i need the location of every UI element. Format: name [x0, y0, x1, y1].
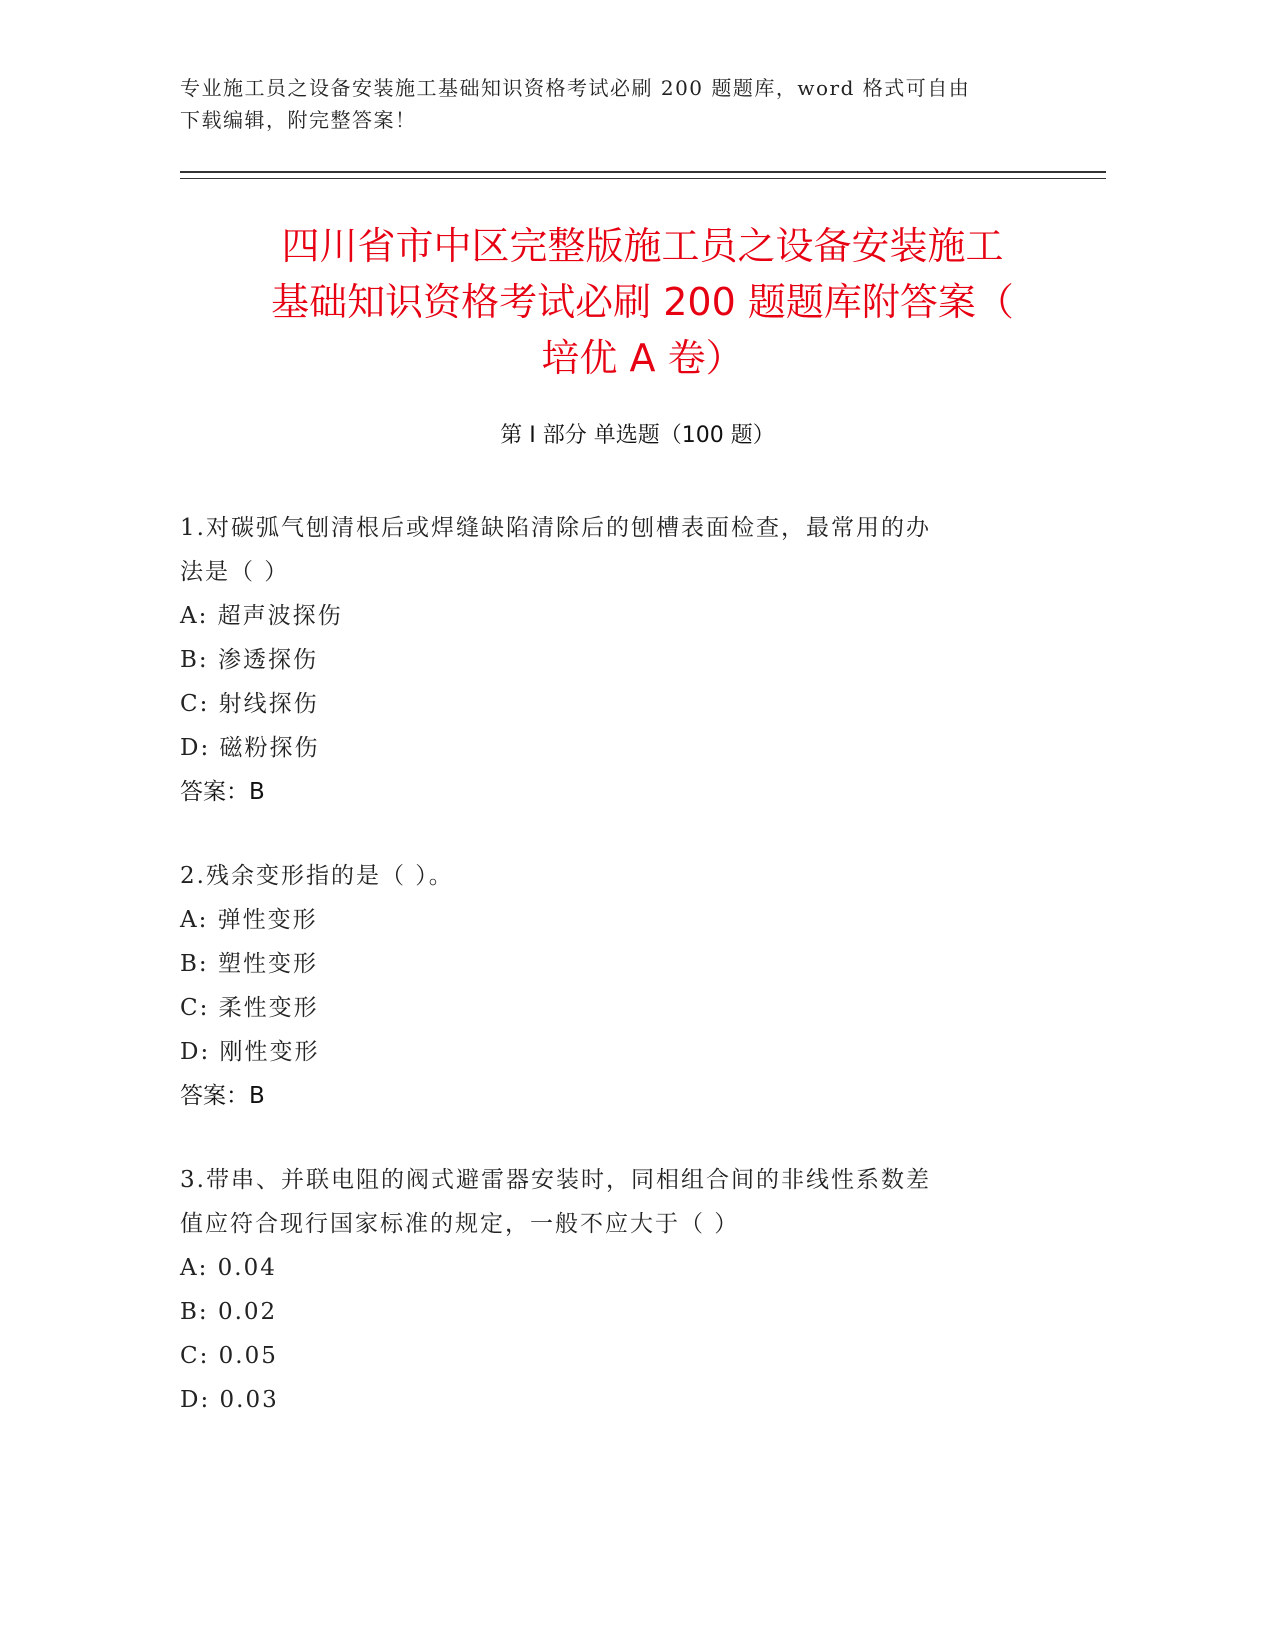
title-line-3: 培优 A 卷） — [541, 336, 744, 380]
header-line-1: 专业施工员之设备安装施工基础知识资格考试必刷 200 题题库，word 格式可自由 — [180, 76, 971, 100]
header-divider-thick — [180, 171, 1106, 173]
option-d: D: 刚性变形 — [180, 1039, 320, 1065]
question-stem-line: 2.残余变形指的是（ ）。 — [180, 863, 454, 889]
question-stem-line: 1.对碳弧气刨清根后或焊缝缺陷清除后的刨槽表面检查，最常用的办 — [180, 515, 931, 541]
option-a: A: 超声波探伤 — [180, 603, 343, 629]
option-c: C: 射线探伤 — [180, 691, 319, 717]
option-d: D: 0.03 — [180, 1387, 279, 1413]
question-1 — [180, 506, 1030, 814]
option-b: B: 渗透探伤 — [180, 647, 318, 673]
section-heading: 第 I 部分 单选题（100 题） — [500, 423, 775, 448]
document-header — [180, 72, 1040, 136]
option-a: A: 弹性变形 — [180, 907, 318, 933]
option-a: A: 0.04 — [180, 1255, 277, 1281]
question-3 — [180, 1158, 1030, 1422]
document-title — [170, 218, 1115, 386]
question-list — [180, 506, 1030, 1462]
answer: 答案：B — [180, 779, 265, 805]
answer: 答案：B — [180, 1083, 265, 1109]
question-stem-line: 值应符合现行国家标准的规定，一般不应大于（ ） — [180, 1211, 740, 1237]
question-2 — [180, 854, 1030, 1118]
option-c: C: 柔性变形 — [180, 995, 319, 1021]
header-divider-thin — [180, 178, 1106, 179]
question-stem-line: 3.带串、并联电阻的阀式避雷器安装时，同相组合间的非线性系数差 — [180, 1167, 931, 1193]
question-stem-line: 法是（ ） — [180, 559, 290, 585]
option-b: B: 0.02 — [180, 1299, 278, 1325]
title-line-1: 四川省市中区完整版施工员之设备安装施工 — [281, 224, 1004, 268]
option-b: B: 塑性变形 — [180, 951, 318, 977]
header-line-2: 下载编辑，附完整答案！ — [180, 108, 417, 132]
option-d: D: 磁粉探伤 — [180, 735, 320, 761]
option-c: C: 0.05 — [180, 1343, 278, 1369]
title-line-2: 基础知识资格考试必刷 200 题题库附答案（ — [271, 280, 1014, 324]
